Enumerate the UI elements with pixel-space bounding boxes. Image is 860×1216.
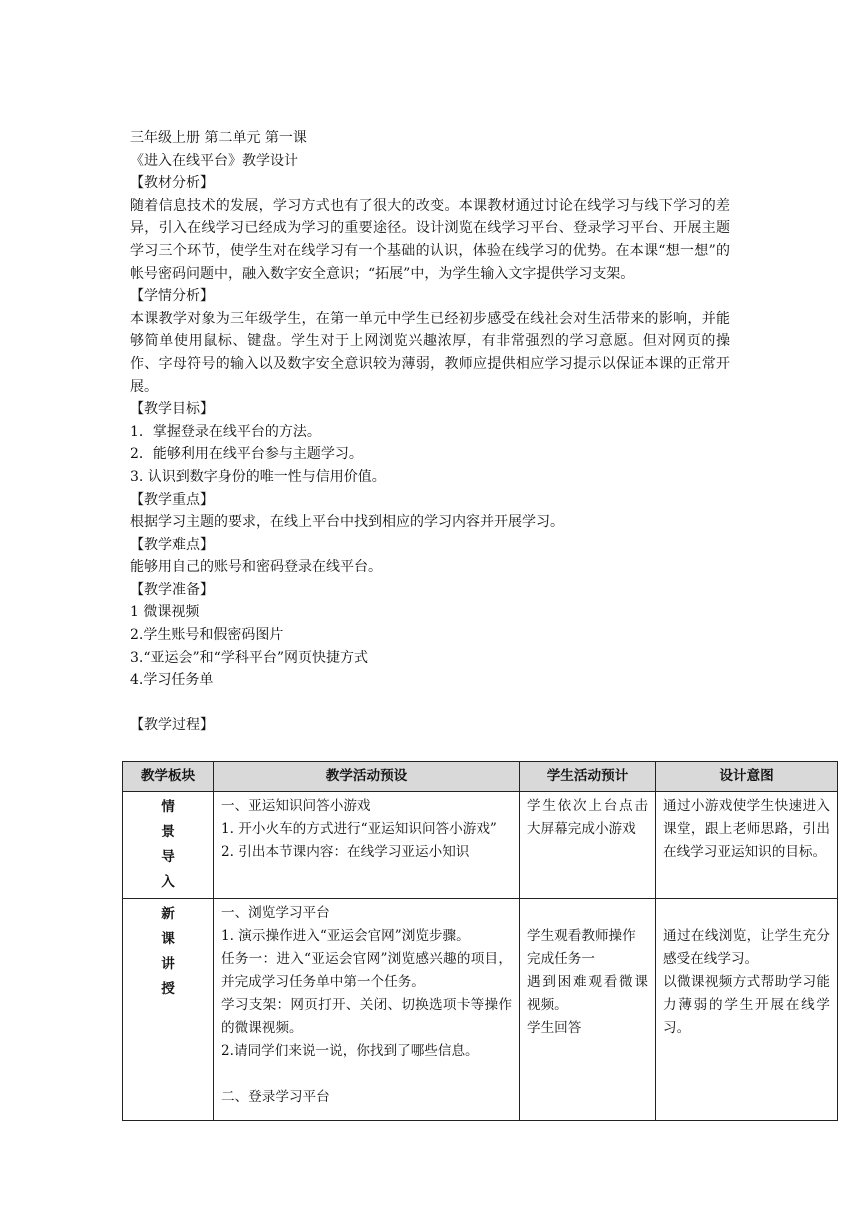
student-activity-cell: 学生依次上台点击大屏幕完成小游戏 xyxy=(520,792,656,899)
document-title: 《进入在线平台》教学设计 xyxy=(130,152,298,169)
section-heading-student: 【学情分析】 xyxy=(130,288,214,305)
column-header: 教学活动预设 xyxy=(214,762,520,792)
column-header: 教学板块 xyxy=(123,762,214,792)
section-heading-process: 【教学过程】 xyxy=(130,717,214,734)
preparation-item: 4.学习任务单 xyxy=(130,672,214,689)
section-heading-material: 【教材分析】 xyxy=(130,175,214,192)
student-activity-cell: 学生观看教师操作 完成任务一 遇到困难观看微课视频。 学生回答 xyxy=(520,899,656,1121)
lesson-plan-body xyxy=(130,127,730,737)
block-cell: 新 课 讲 授 xyxy=(123,899,214,1121)
difficulties-text: 能够用自己的账号和密码登录在线平台。 xyxy=(130,559,382,576)
preparation-item: 2.学生账号和假密码图片 xyxy=(130,627,284,644)
section-heading-key-points: 【教学重点】 xyxy=(130,491,214,508)
table-header-row xyxy=(123,762,838,792)
column-header: 学生活动预计 xyxy=(520,762,656,792)
key-points-text: 根据学习主题的要求，在线上平台中找到相应的学习内容并开展学习。 xyxy=(130,514,564,531)
block-cell: 情 景 导 入 xyxy=(123,792,214,899)
table-row xyxy=(123,792,838,899)
table-row xyxy=(123,899,838,1121)
section-heading-difficulties: 【教学难点】 xyxy=(130,536,214,553)
column-header: 设计意图 xyxy=(656,762,838,792)
objective-item: 1．掌握登录在线平台的方法。 xyxy=(130,423,321,440)
design-intent-cell: 通过在线浏览，让学生充分感受在线学习。 以微课视频方式帮助学习能力薄弱的学生开展在线学习。 xyxy=(656,899,838,1121)
section-heading-objectives: 【教学目标】 xyxy=(130,401,214,418)
preparation-item: 3.“亚运会”和“学科平台”网页快捷方式 xyxy=(130,649,368,666)
objective-item: 2．能够利用在线平台参与主题学习。 xyxy=(130,446,363,463)
design-intent-cell: 通过小游戏使学生快速进入课堂，跟上老师思路，引出在线学习亚运知识的目标。 xyxy=(656,792,838,899)
student-analysis-text: 本课教学对象为三年级学生，在第一单元中学生已经初步感受在线社会对生活带来的影响，并能够简单使用鼠标、键盘。学生对于上网浏览兴趣浓厚，有非常强烈的学习意愿。但对网页的操作、字母符号的输入以及数字安全意识较为薄弱，教师应提供相应学习提示以保证本课的正常开展。 xyxy=(130,310,730,395)
material-analysis-text: 随着信息技术的发展，学习方式也有了很大的改变。本课教材通过讨论在线学习与线下学习的差异，引入在线学习已经成为学习的重要途径。设计浏览在线学习平台、登录学习平台、开展主题学习三个环节，使学生对在线学习有一个基础的认识，体验在线学习的优势。在本课“想一想”的帐号密码问题中，融入数字安全意识；“拓展”中，为学生输入文字提供学习支架。 xyxy=(130,197,730,282)
course-info: 三年级上册 第二单元 第一课 xyxy=(130,130,307,146)
teacher-activity-cell: 一、亚运知识问答小游戏 1. 开小火车的方式进行“亚运知识问答小游戏” 2. 引出本节课内容：在线学习亚运小知识 xyxy=(214,792,520,899)
objective-item: 3. 认识到数字身份的唯一性与信用价值。 xyxy=(130,468,386,485)
teacher-activity-cell: 一、浏览学习平台 1. 演示操作进入“亚运会官网”浏览步骤。 任务一：进入“亚运会官网”浏览感兴趣的项目，并完成学习任务单中第一个任务。 学习支架：网页打开、关闭、切换选项卡等操作的微课视频。 2.请同学们来说一说，你找到了哪些信息。 二、登录学习平台 xyxy=(214,899,520,1121)
blank-line xyxy=(130,692,730,715)
preparation-item: 1 微课视频 xyxy=(130,604,200,621)
section-heading-preparation: 【教学准备】 xyxy=(130,581,214,598)
teaching-process-table xyxy=(122,761,838,1121)
